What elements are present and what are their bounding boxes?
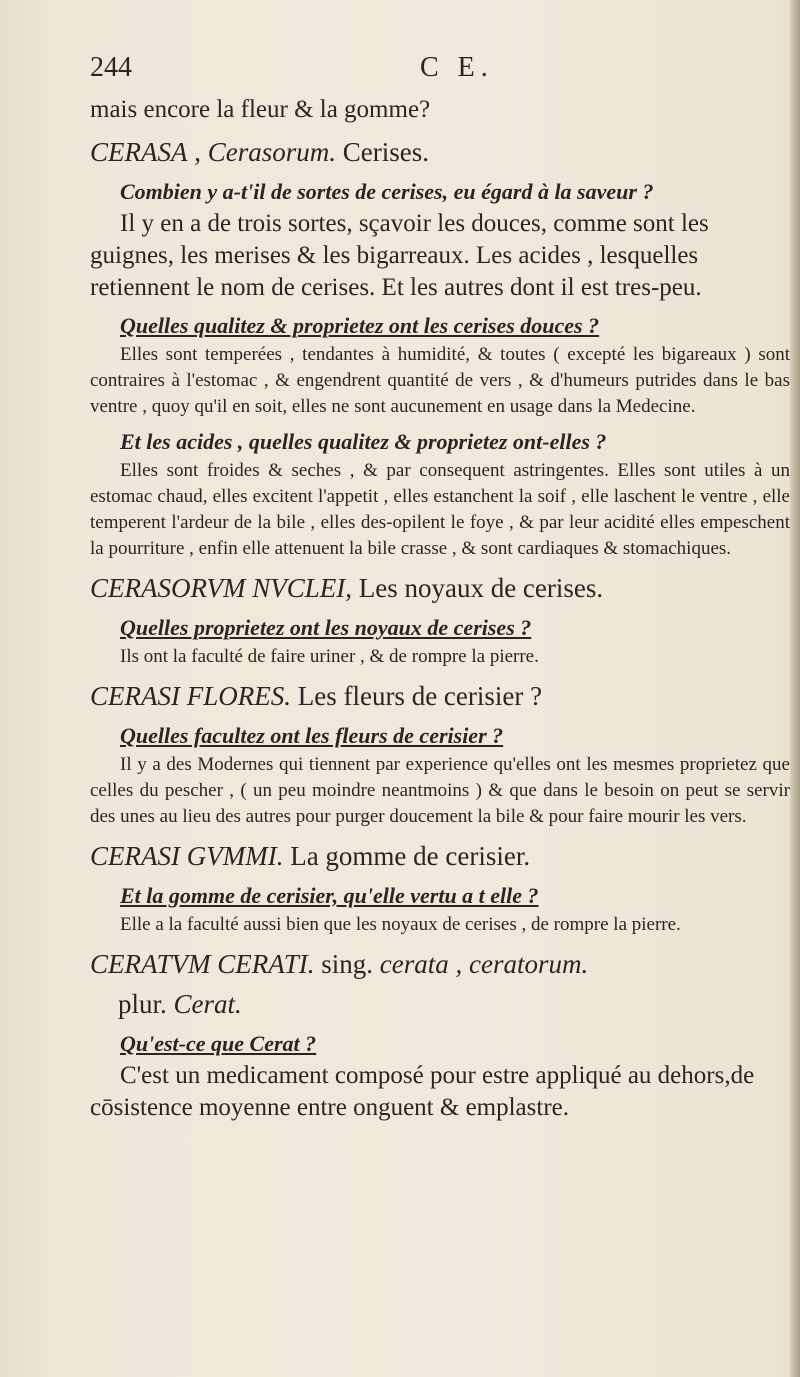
page-gutter xyxy=(790,0,800,1377)
entry-latin: CERASI GVMMI. xyxy=(90,841,284,871)
continuation-line: mais encore la fleur & la gomme? xyxy=(90,96,431,123)
question: Quelles proprietez ont les noyaux de cerises ? xyxy=(120,615,532,640)
question: Qu'est-ce que Cerat ? xyxy=(120,1031,317,1056)
running-head: C E. xyxy=(420,52,494,83)
entry-french: sing. xyxy=(314,949,373,979)
question: Combien y a-t'il de sortes de cerises, eu égard à la saveur ? xyxy=(120,179,654,204)
entry-latin: CERASI FLORES. xyxy=(90,681,291,711)
entry-latin: CERASA xyxy=(90,137,188,167)
question: Et les acides , quelles qualitez & proprietez ont-elles ? xyxy=(120,429,607,454)
question: Et la gomme de cerisier, qu'elle vertu a t elle ? xyxy=(120,883,539,908)
entry-heading-nuclei xyxy=(90,568,790,608)
entry-latin-genitive: Cerasorum. xyxy=(207,137,336,167)
entry-heading-ceratum xyxy=(90,944,790,1024)
answer: Ils ont la faculté de faire uriner , & de rompre la pierre. xyxy=(120,646,539,667)
entry-french-term: Cerat. xyxy=(166,989,242,1019)
entry-heading-gummi xyxy=(90,836,790,876)
entry-french: Les noyaux de cerises. xyxy=(351,573,604,603)
running-header xyxy=(90,42,790,94)
answer: C'est un medicament composé pour estre appliqué au dehors,de cōsistence moyenne entre onguent & emplastre. xyxy=(90,1062,755,1121)
entry-heading-cerasa xyxy=(90,132,790,172)
answer: Elles sont temperées , tendantes à humidité, & toutes ( excepté les bigareaux ) sont contraires à l'estomac , & engendrent quantité de vers , & d'humeurs putrides dans le bas ventre , quoy qu'il en soit, elles ne sont aucunement en usage dans la Medecine. xyxy=(90,344,790,417)
entry-plural-label: plur. xyxy=(118,989,167,1019)
question: Quelles facultez ont les fleurs de cerisier ? xyxy=(120,723,504,748)
entry-french: Cerises. xyxy=(336,137,429,167)
question: Quelles qualitez & proprietez ont les cerises douces ? xyxy=(120,313,600,338)
page-text xyxy=(90,42,790,1124)
entry-french: Les fleurs de cerisier ? xyxy=(290,681,543,711)
answer: Il y en a de trois sortes, sçavoir les douces, comme sont les guignes, les merises & les bigarreaux. Les acides , lesquelles retiennent le nom de cerises. Et les autres dont il est tres-peu. xyxy=(90,210,709,301)
entry-separator: , xyxy=(187,137,208,167)
entry-heading-flores xyxy=(90,676,790,716)
entry-latin: CERASORVM NVCLEI, xyxy=(90,573,352,603)
entry-latin-plural: cerata , ceratorum. xyxy=(373,949,589,979)
answer: Il y a des Modernes qui tiennent par experience qu'elles ont les mesmes proprietez que celles du pescher , ( un peu moindre neantmoins ) & que dans le besoin on peut se servir des unes au lieu des autres pour purger doucement la bile & pour faire mourir les vers. xyxy=(90,754,790,827)
answer: Elle a la faculté aussi bien que les noyaux de cerises , de rompre la pierre. xyxy=(120,914,681,935)
answer: Elles sont froides & seches , & par consequent astringentes. Elles sont utiles à un estomac chaud, elles excitent l'appetit , elles estanchent la soif , elle laschent le ventre , elle temperent l'ardeur de la bile , elles des-opilent le foye , & par leur acidité elles empeschent la pourriture , enfin elle attenuent la bile crasse , & sont cardiaques & stomachiques. xyxy=(90,460,790,559)
page-number: 244 xyxy=(90,52,132,83)
entry-latin: CERATVM CERATI. xyxy=(90,949,315,979)
entry-french: La gomme de cerisier. xyxy=(283,841,531,871)
